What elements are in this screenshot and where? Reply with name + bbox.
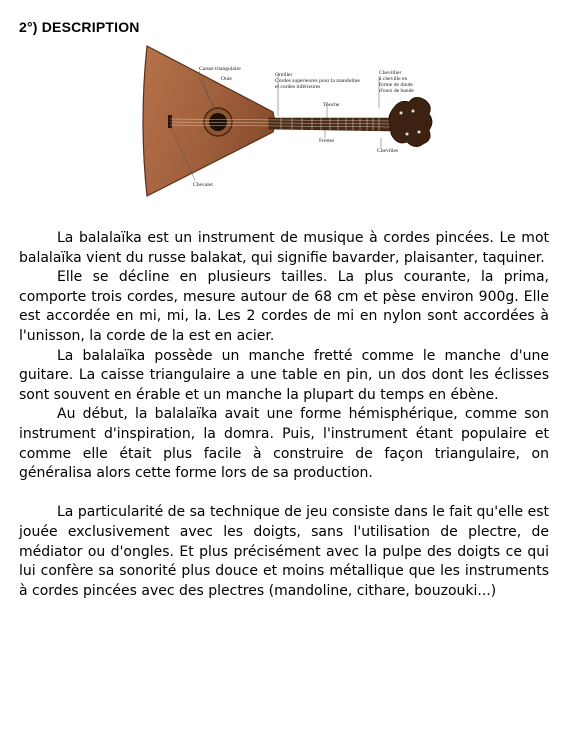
paragraph-definition: La balalaïka est un instrument de musique à cordes pincées. Le mot balalaïka vient du russe balakat, qui signifie bavarder, plaisanter, taquiner. (19, 230, 549, 266)
paragraph-history: Au début, la balalaïka avait une forme hémisphérique, comme son instrument d'inspiration, la domra. Puis, l'instrument étant populaire et comme elle était plus facile à construire de façon triangulaire, on généralisa alors cette forme lors de sa production. (19, 406, 549, 482)
paragraph-sizes: Elle se décline en plusieurs tailles. La plus courante, la prima, comporte trois cordes, mesure autour de 68 cm et pèse environ 900g. Elle est accordée en mi, mi, la. Les 2 cordes de mi en nylon sont accordées à l'unisson, la corde de la est en acier. (19, 269, 549, 344)
label-oreiller-line1: Cordes supérieures pour la mandoline (275, 78, 360, 84)
label-frettes: Frettes (319, 138, 335, 144)
description-body (19, 229, 549, 601)
paragraph-technique: La particularité de sa technique de jeu consiste dans le fait qu'elle est jouée exclusivement avec les doigts, sans l'utilisation de plectre, de médiator ou d'ongles. Et plus précisément avec la pulpe des doigts ce qui lui confère sa sonorité plus douce et moins métallique que les instruments à cordes pincées avec des plectres (mandoline, cithare, bouzouki...) (19, 504, 549, 599)
label-ouie: Ouie (221, 76, 232, 82)
balalaika-illustration (135, 40, 435, 200)
section-heading: 2°) DESCRIPTION (19, 19, 140, 35)
label-touche: Touche (323, 102, 340, 108)
sound-hole (209, 113, 227, 131)
balalaika-diagram (135, 40, 435, 200)
label-chevillier: Chevillier (379, 70, 402, 76)
label-chevillier-line1: à cheville en (379, 76, 408, 82)
label-caisse-triangulaire: Caisse triangulaire (199, 66, 241, 72)
label-chevillier-line2: forme de dinde (379, 82, 413, 88)
headstock (389, 97, 432, 146)
label-oreiller-line2: et cordes inférieures (275, 84, 321, 90)
label-chevillier-line3: d'ours de bande (379, 88, 414, 94)
label-chevalet: Chevalet (193, 182, 213, 188)
label-chevilles: Chevilles (377, 148, 399, 154)
bridge (168, 115, 172, 128)
paragraph-construction: La balalaïka possède un manche fretté comme le manche d'une guitare. La caisse triangulaire a une table en pin, un dos dont les éclisses sont souvent en érable et un manche la plupart du temps en ébène. (19, 347, 549, 403)
label-oreiller: Oreiller (275, 72, 293, 78)
